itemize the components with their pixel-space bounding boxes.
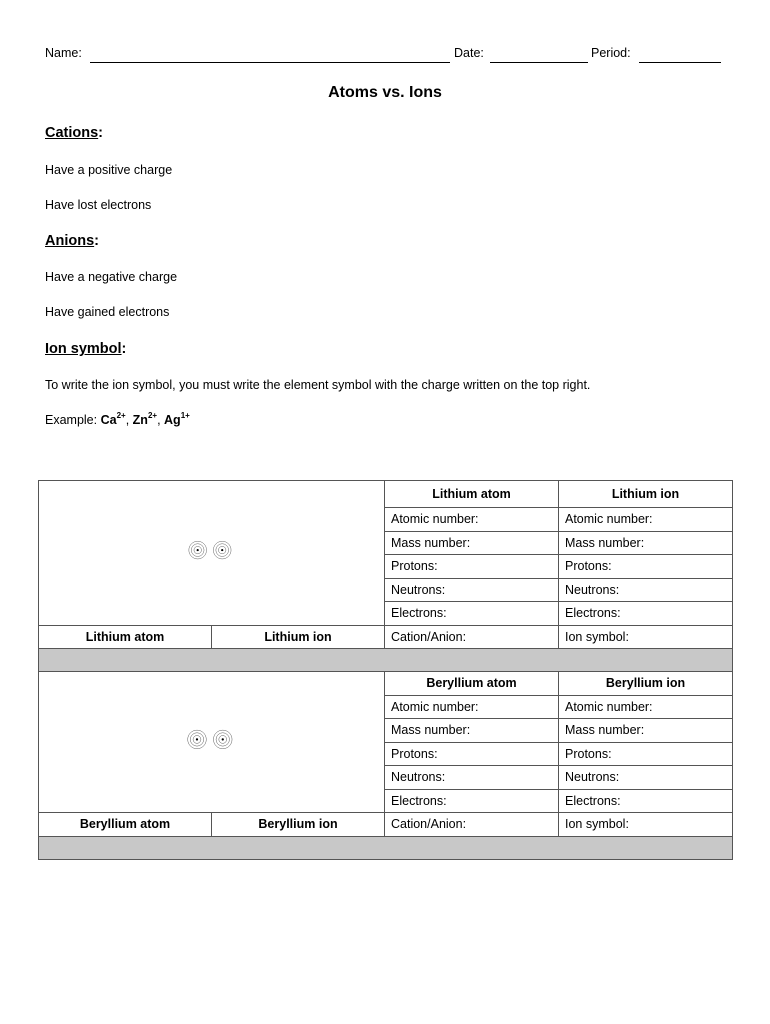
ion-symbol-example: Example: $Ca^{2+}$, $Zn^{2+}$, $Ag^{1+}$ [45, 411, 190, 427]
lithium-cation-anion-field[interactable]: Cation/Anion: [385, 625, 559, 649]
lithium-ion-field[interactable]: Mass number: [559, 531, 733, 555]
lithium-ion-field[interactable]: Neutrons: [559, 578, 733, 602]
beryllium-atom-caption: Beryllium atom [39, 813, 212, 837]
ion-symbol-heading: Ion symbol: [45, 341, 127, 357]
beryllium-cation-anion-field[interactable]: Cation/Anion: [385, 813, 559, 837]
anions-line-1: Have a negative charge [45, 270, 178, 284]
cations-line-2: Have lost electrons [45, 198, 152, 212]
lithium-ion-diagram [213, 541, 231, 559]
beryllium-ion-field[interactable]: Atomic number: [559, 695, 733, 719]
cations-heading: Cations: [45, 125, 104, 141]
section-divider [39, 836, 733, 859]
lithium-ion-field[interactable]: Atomic number: [559, 508, 733, 532]
lithium-atom-field[interactable]: Neutrons: [385, 578, 559, 602]
lithium-ion-field[interactable]: Electrons: [559, 602, 733, 626]
beryllium-ion-field[interactable]: Mass number: [559, 719, 733, 743]
beryllium-ion-caption: Beryllium ion [212, 813, 385, 837]
lithium-ion-header: Lithium ion [559, 481, 733, 508]
worksheet-table [38, 480, 733, 860]
lithium-ion-caption: Lithium ion [212, 625, 385, 649]
beryllium-bohr-diagrams [39, 729, 384, 752]
cations-line-1: Have a positive charge [45, 163, 173, 177]
lithium-atom-field[interactable]: Mass number: [385, 531, 559, 555]
lithium-diagram-cell [39, 481, 385, 626]
name-field[interactable] [90, 48, 450, 63]
anions-heading: Anions: [45, 233, 99, 249]
example-zn: $Zn^{2+}$ [132, 411, 158, 427]
lithium-atom-diagram [189, 541, 207, 559]
lithium-ion-field[interactable]: Protons: [559, 555, 733, 579]
period-field[interactable] [639, 48, 721, 63]
beryllium-atom-header: Beryllium atom [385, 672, 559, 696]
date-field[interactable] [490, 48, 588, 63]
example-label: Example: [45, 413, 98, 427]
beryllium-diagram-cell [39, 672, 385, 813]
beryllium-atom-diagram [188, 730, 207, 749]
lithium-bohr-diagrams [39, 540, 384, 563]
lithium-atom-field[interactable]: Protons: [385, 555, 559, 579]
lithium-ion-symbol-field[interactable]: Ion symbol: [559, 625, 733, 649]
page-title: Atoms vs. Ions [328, 84, 442, 101]
lithium-atom-header: Lithium atom [385, 481, 559, 508]
date-label: Date: [454, 46, 484, 60]
lithium-atom-field[interactable]: Electrons: [385, 602, 559, 626]
beryllium-atom-field[interactable]: Protons: [385, 742, 559, 766]
section-divider [39, 649, 733, 672]
period-label: Period: [591, 46, 631, 60]
beryllium-ion-symbol-field[interactable]: Ion symbol: [559, 813, 733, 837]
beryllium-atom-field[interactable]: Atomic number: [385, 695, 559, 719]
beryllium-ion-header: Beryllium ion [559, 672, 733, 696]
beryllium-atom-field[interactable]: Electrons: [385, 789, 559, 813]
beryllium-atom-field[interactable]: Mass number: [385, 719, 559, 743]
lithium-atom-field[interactable]: Atomic number: [385, 508, 559, 532]
beryllium-ion-field[interactable]: Protons: [559, 742, 733, 766]
beryllium-ion-diagram [213, 730, 232, 749]
beryllium-ion-field[interactable]: Neutrons: [559, 766, 733, 790]
beryllium-ion-field[interactable]: Electrons: [559, 789, 733, 813]
example-ag: $Ag^{1+}$ [164, 411, 190, 427]
anions-line-2: Have gained electrons [45, 305, 170, 319]
name-label: Name: [45, 46, 82, 60]
ion-symbol-text: To write the ion symbol, you must write the element symbol with the charge written on the top right. [45, 378, 591, 392]
example-ca: $Ca^{2+}$ [100, 411, 126, 427]
lithium-atom-caption: Lithium atom [39, 625, 212, 649]
beryllium-atom-field[interactable]: Neutrons: [385, 766, 559, 790]
